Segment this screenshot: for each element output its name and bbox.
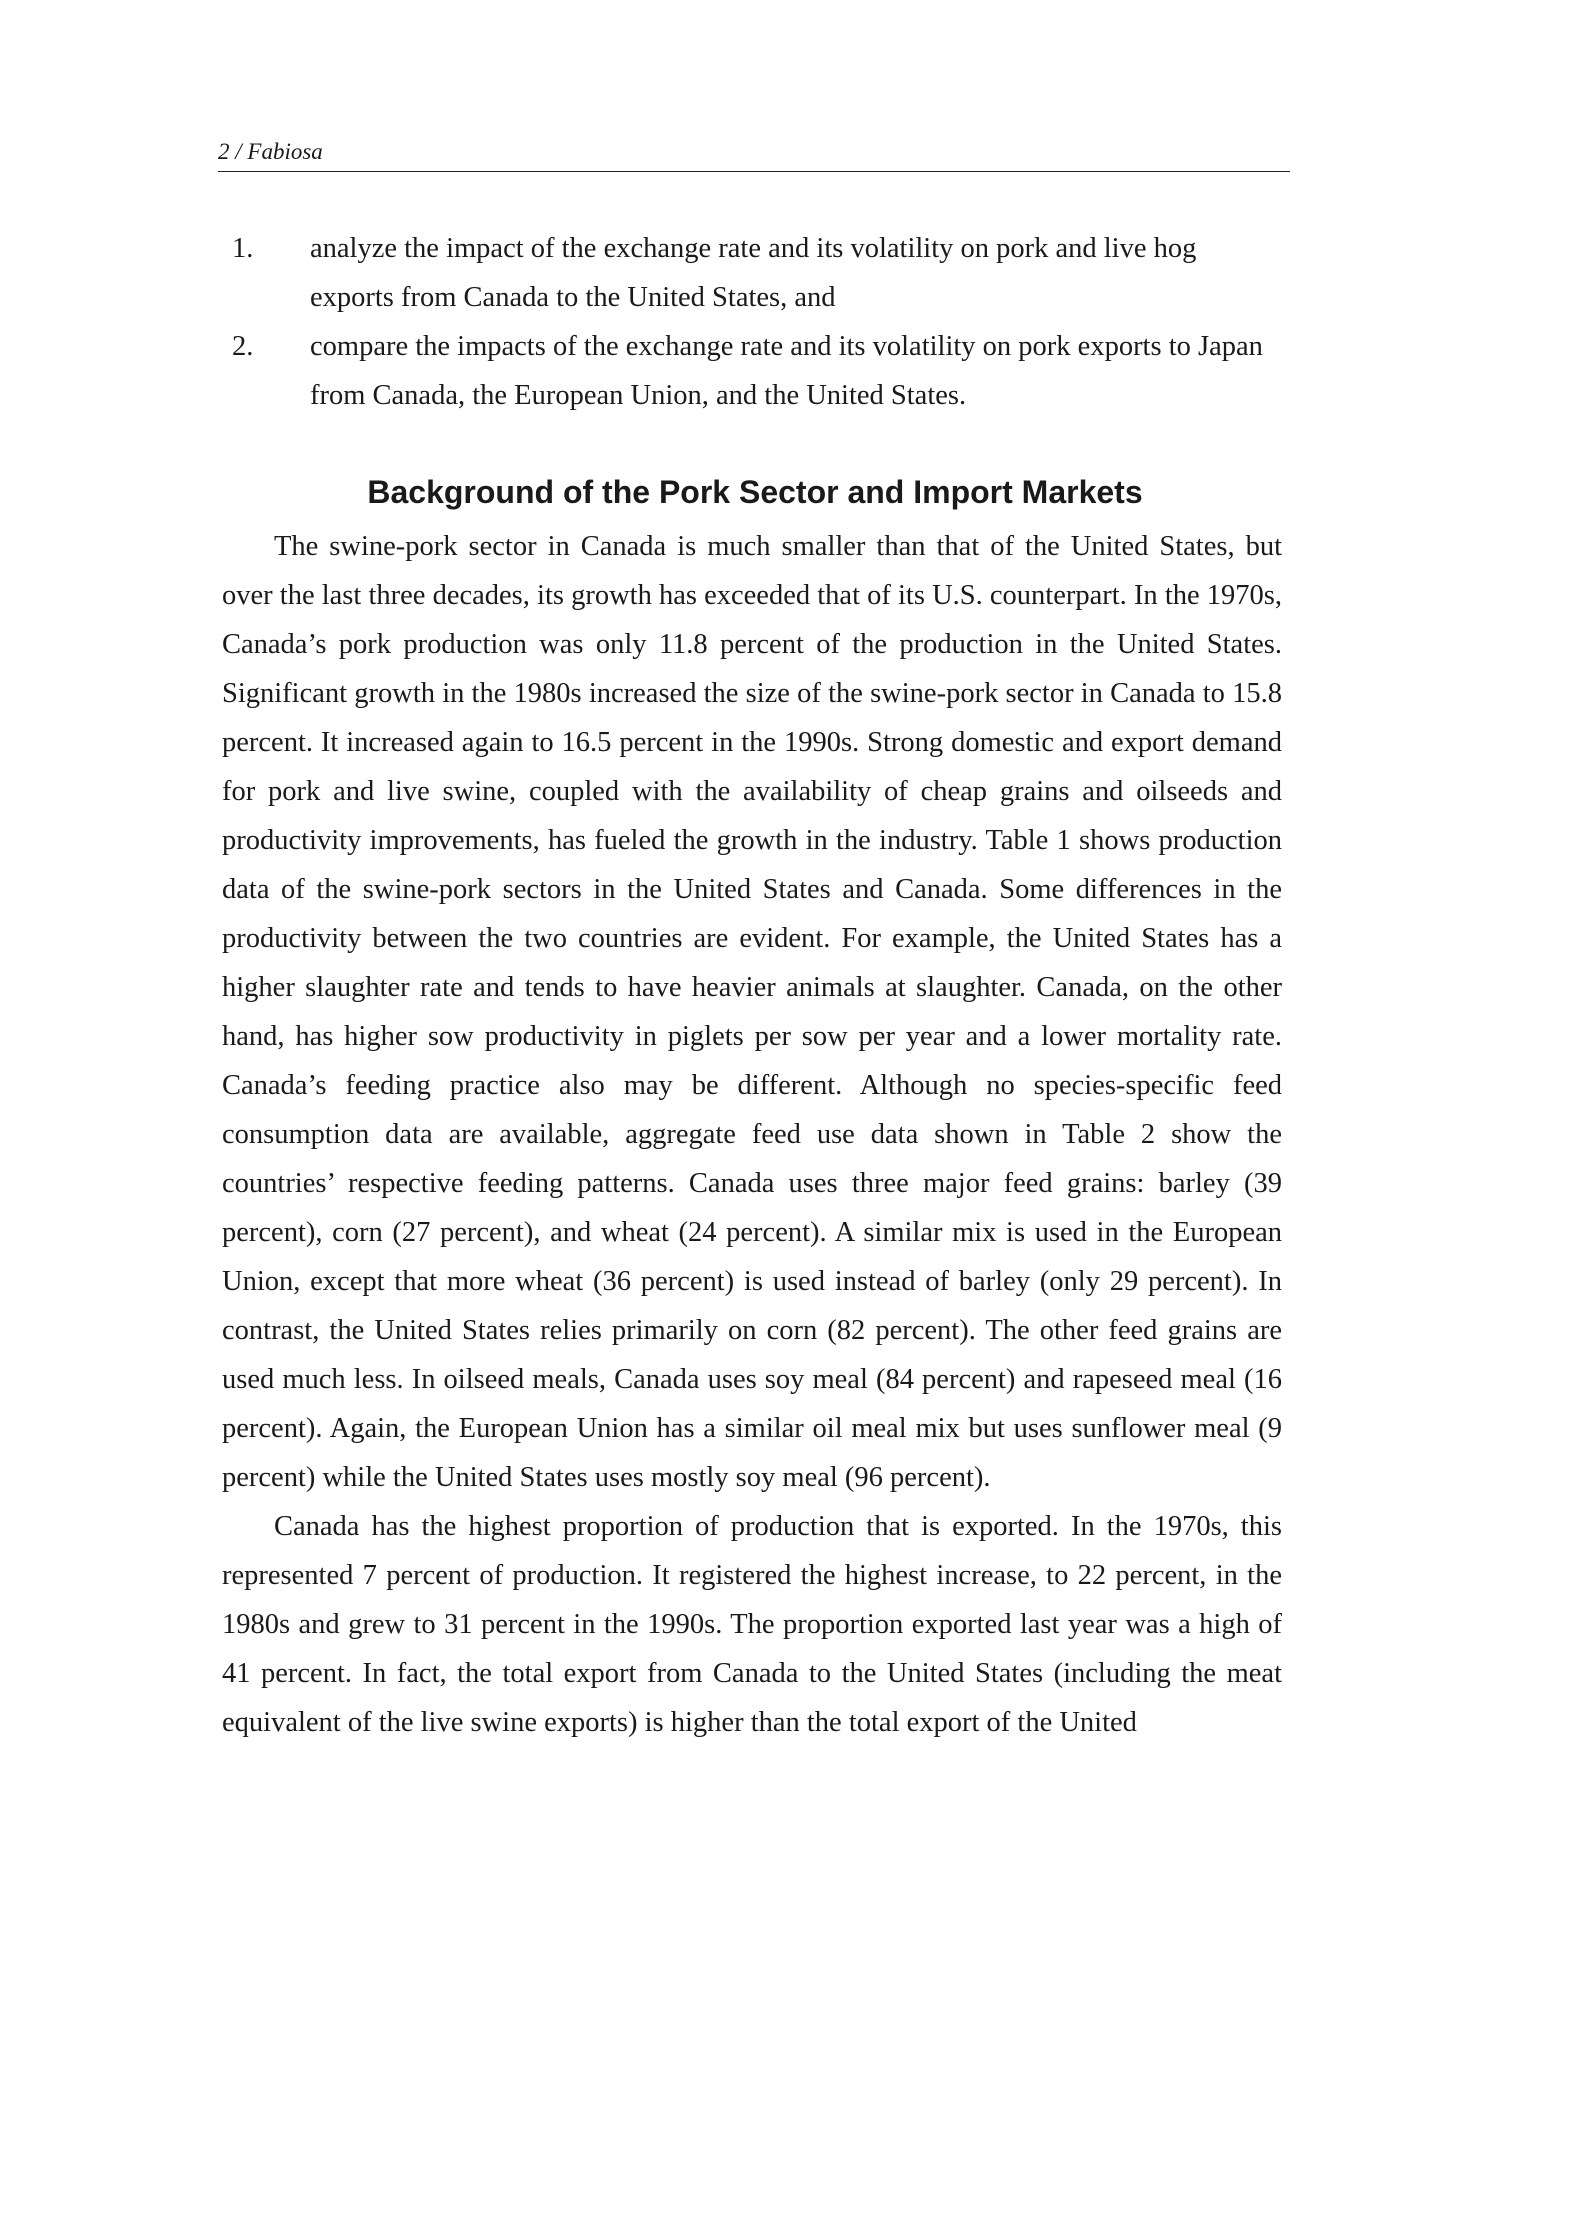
list-item-text: compare the impacts of the exchange rate and its volatility on pork exports to Japan from Canada, the European Union, and the United States.	[310, 331, 1263, 411]
list-item	[222, 224, 1272, 322]
body-text	[222, 522, 1282, 1747]
running-head-text: 2 / Fabiosa	[218, 139, 323, 164]
paragraph: The swine-pork sector in Canada is much smaller than that of the United States, but over the last three decades, its growth has exceeded that of its U.S. counterpart. In the 1970s, Canada’s pork production was only 11.8 percent of the production in the United States. Significant growth in the 1980s increased the size of the swine-pork sector in Canada to 15.8 percent. It increased again to 16.5 percent in the 1990s. Strong domestic and export demand for pork and live swine, coupled with the availability of cheap grains and oilseeds and productivity improvements, has fueled the growth in the industry. Table 1 shows production data of the swine-pork sectors in the United States and Canada. Some differences in the productivity between the two countries are evident. For example, the United States has a higher slaughter rate and tends to have heavier animals at slaughter. Canada, on the other hand, has higher sow productivity in piglets per sow per year and a lower mortality rate. Canada’s feeding practice also may be different. Although no species-specific feed consumption data are available, aggregate feed use data shown in Table 2 show the countries’ respective feeding patterns. Canada uses three major feed grains: barley (39 percent), corn (27 percent), and wheat (24 percent). A similar mix is used in the European Union, except that more wheat (36 percent) is used instead of barley (only 29 percent). In contrast, the United States relies primarily on corn (82 percent). The other feed grains are used much less. In oilseed meals, Canada uses soy meal (84 percent) and rapeseed meal (16 percent). Again, the European Union has a similar oil meal mix but uses sunflower meal (9 percent) while the United States uses mostly soy meal (96 percent).	[222, 531, 1282, 1493]
paragraph: Canada has the highest proportion of production that is exported. In the 1970s, this represented 7 percent of production. It registered the highest increase, to 22 percent, in the 1980s and grew to 31 percent in the 1990s. The proportion exported last year was a high of 41 percent. In fact, the total export from Canada to the United States (including the meat equivalent of the live swine exports) is higher than the total export of the United	[222, 1511, 1282, 1738]
section-heading: Background of the Pork Sector and Import Markets	[367, 474, 1143, 510]
running-head	[218, 140, 1290, 172]
list-item	[222, 322, 1272, 420]
list-item-number: 1.	[232, 233, 254, 264]
list-item-number: 2.	[232, 331, 254, 362]
objectives-list	[222, 224, 1272, 420]
list-item-text: analyze the impact of the exchange rate and its volatility on pork and live hog exports from Canada to the United States, and	[310, 233, 1197, 313]
